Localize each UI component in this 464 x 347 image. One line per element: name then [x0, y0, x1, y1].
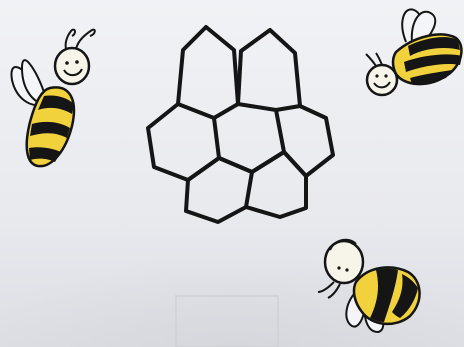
left-bee-eye-right: [75, 60, 79, 64]
left-bee-eye-left: [65, 61, 69, 65]
top-right-bee-head: [367, 65, 397, 95]
bottom-right-bee-eye-right: [345, 268, 348, 271]
left-bee-head: [55, 48, 89, 84]
top-right-bee-eye-left: [375, 74, 378, 77]
bottom-right-bee-eye-left: [337, 266, 340, 269]
top-right-bee-eye-right: [384, 74, 387, 77]
